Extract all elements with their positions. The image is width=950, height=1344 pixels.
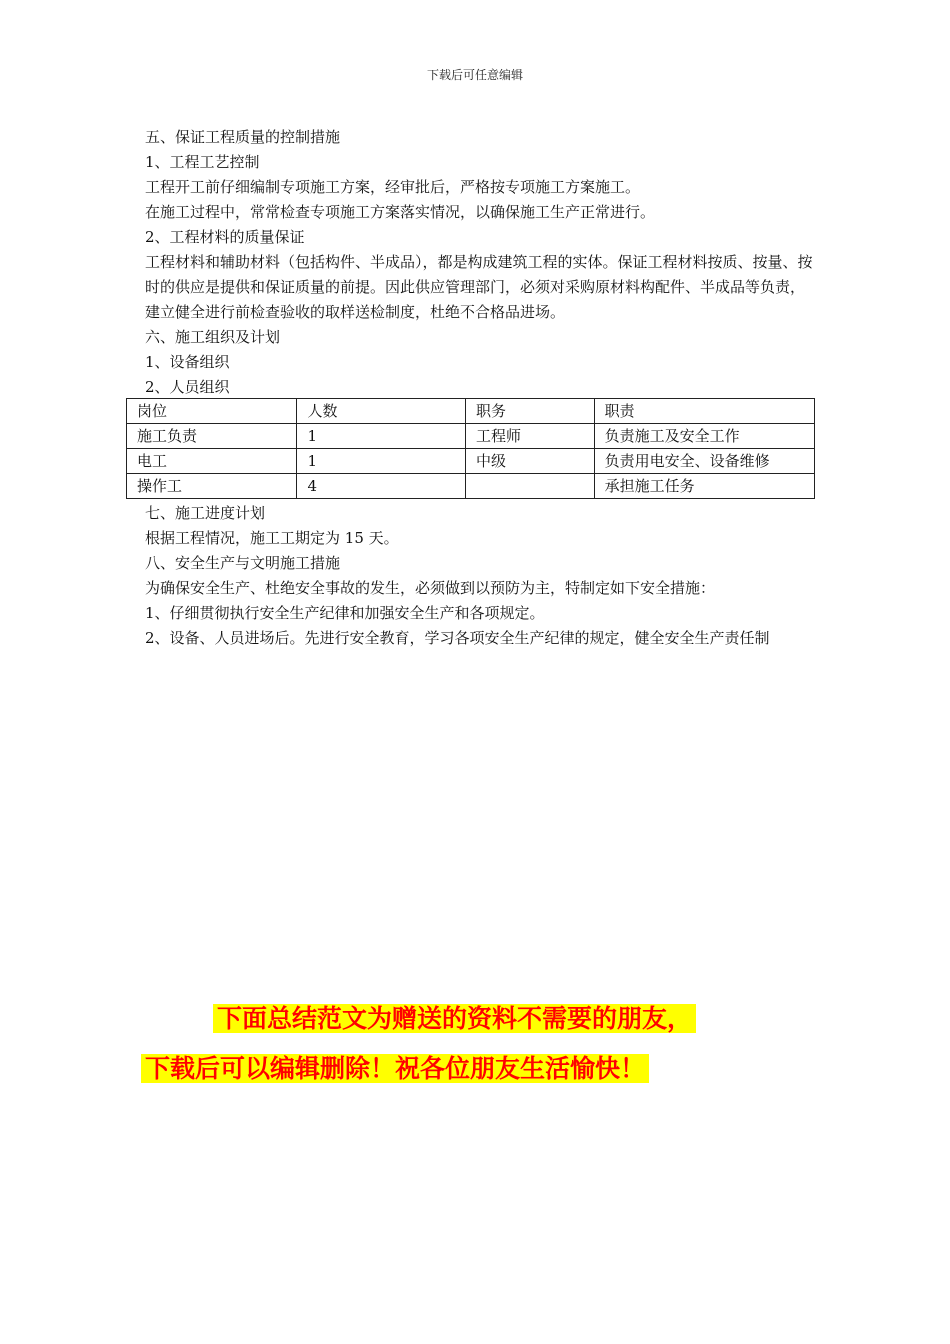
table-header-cell: 职务 xyxy=(465,399,594,424)
table-cell: 电工 xyxy=(127,449,297,474)
document-body-top xyxy=(145,125,815,400)
promo-text-2: 下载后可以编辑删除！祝各位朋友生活愉快！ xyxy=(141,1054,649,1083)
table-cell: 承担施工任务 xyxy=(594,474,814,499)
paragraph-duration: 根据工程情况，施工工期定为 15 天。 xyxy=(145,529,399,547)
table-header-cell: 职责 xyxy=(594,399,814,424)
section-heading-quality: 五、保证工程质量的控制措施 xyxy=(145,128,341,146)
subheading-process-control: 1、工程工艺控制 xyxy=(145,153,260,171)
table-header-cell: 岗位 xyxy=(127,399,297,424)
table-cell: 1 xyxy=(297,449,465,474)
table-row xyxy=(127,474,815,499)
promo-line-1 xyxy=(213,1002,696,1036)
table-row xyxy=(127,424,815,449)
personnel-table xyxy=(126,398,815,499)
paragraph-materials: 工程材料和辅助材料（包括构件、半成品），都是构成建筑工程的实体。保证工程材料按质、按量、按时的供应是提供和保证质量的前提。因此供应管理部门，必须对采购原材料构配件、半成品等负责，建立健全进行前检查验收的取样送检制度，杜绝不合格品进场。 xyxy=(145,253,813,321)
promo-line-2 xyxy=(141,1052,649,1086)
paragraph-safety-intro: 为确保安全生产、杜绝安全事故的发生，必须做到以预防为主，特制定如下安全措施： xyxy=(145,579,716,597)
subheading-personnel: 2、人员组织 xyxy=(145,378,230,396)
page-header: 下载后可任意编辑 xyxy=(426,68,523,82)
subheading-materials: 2、工程材料的质量保证 xyxy=(145,228,305,246)
table-cell: 工程师 xyxy=(465,424,594,449)
table-cell: 中级 xyxy=(465,449,594,474)
section-heading-schedule: 七、施工进度计划 xyxy=(145,504,266,522)
paragraph-safety-1: 1、仔细贯彻执行安全生产纪律和加强安全生产和各项规定。 xyxy=(145,604,545,622)
section-heading-safety: 八、安全生产与文明施工措施 xyxy=(145,554,341,572)
table-cell: 1 xyxy=(297,424,465,449)
section-heading-organization: 六、施工组织及计划 xyxy=(145,328,281,346)
table-cell: 负责用电安全、设备维修 xyxy=(594,449,814,474)
paragraph-safety-2: 2、设备、人员进场后。先进行安全教育，学习各项安全生产纪律的规定，健全安全生产责任制 xyxy=(145,629,770,647)
table-header-cell: 人数 xyxy=(297,399,465,424)
table-cell: 负责施工及安全工作 xyxy=(594,424,814,449)
table-cell xyxy=(465,474,594,499)
document-body-bottom xyxy=(145,501,815,651)
paragraph-plan: 工程开工前仔细编制专项施工方案，经审批后，严格按专项施工方案施工。 xyxy=(145,178,641,196)
table-row xyxy=(127,449,815,474)
table-cell: 4 xyxy=(297,474,465,499)
table-header-row xyxy=(127,399,815,424)
paragraph-inspection: 在施工过程中，常常检查专项施工方案落实情况，以确保施工生产正常进行。 xyxy=(145,203,656,221)
table-cell: 施工负责 xyxy=(127,424,297,449)
promo-text-1: 下面总结范文为赠送的资料不需要的朋友， xyxy=(213,1004,696,1033)
table-cell: 操作工 xyxy=(127,474,297,499)
subheading-equipment: 1、设备组织 xyxy=(145,353,230,371)
